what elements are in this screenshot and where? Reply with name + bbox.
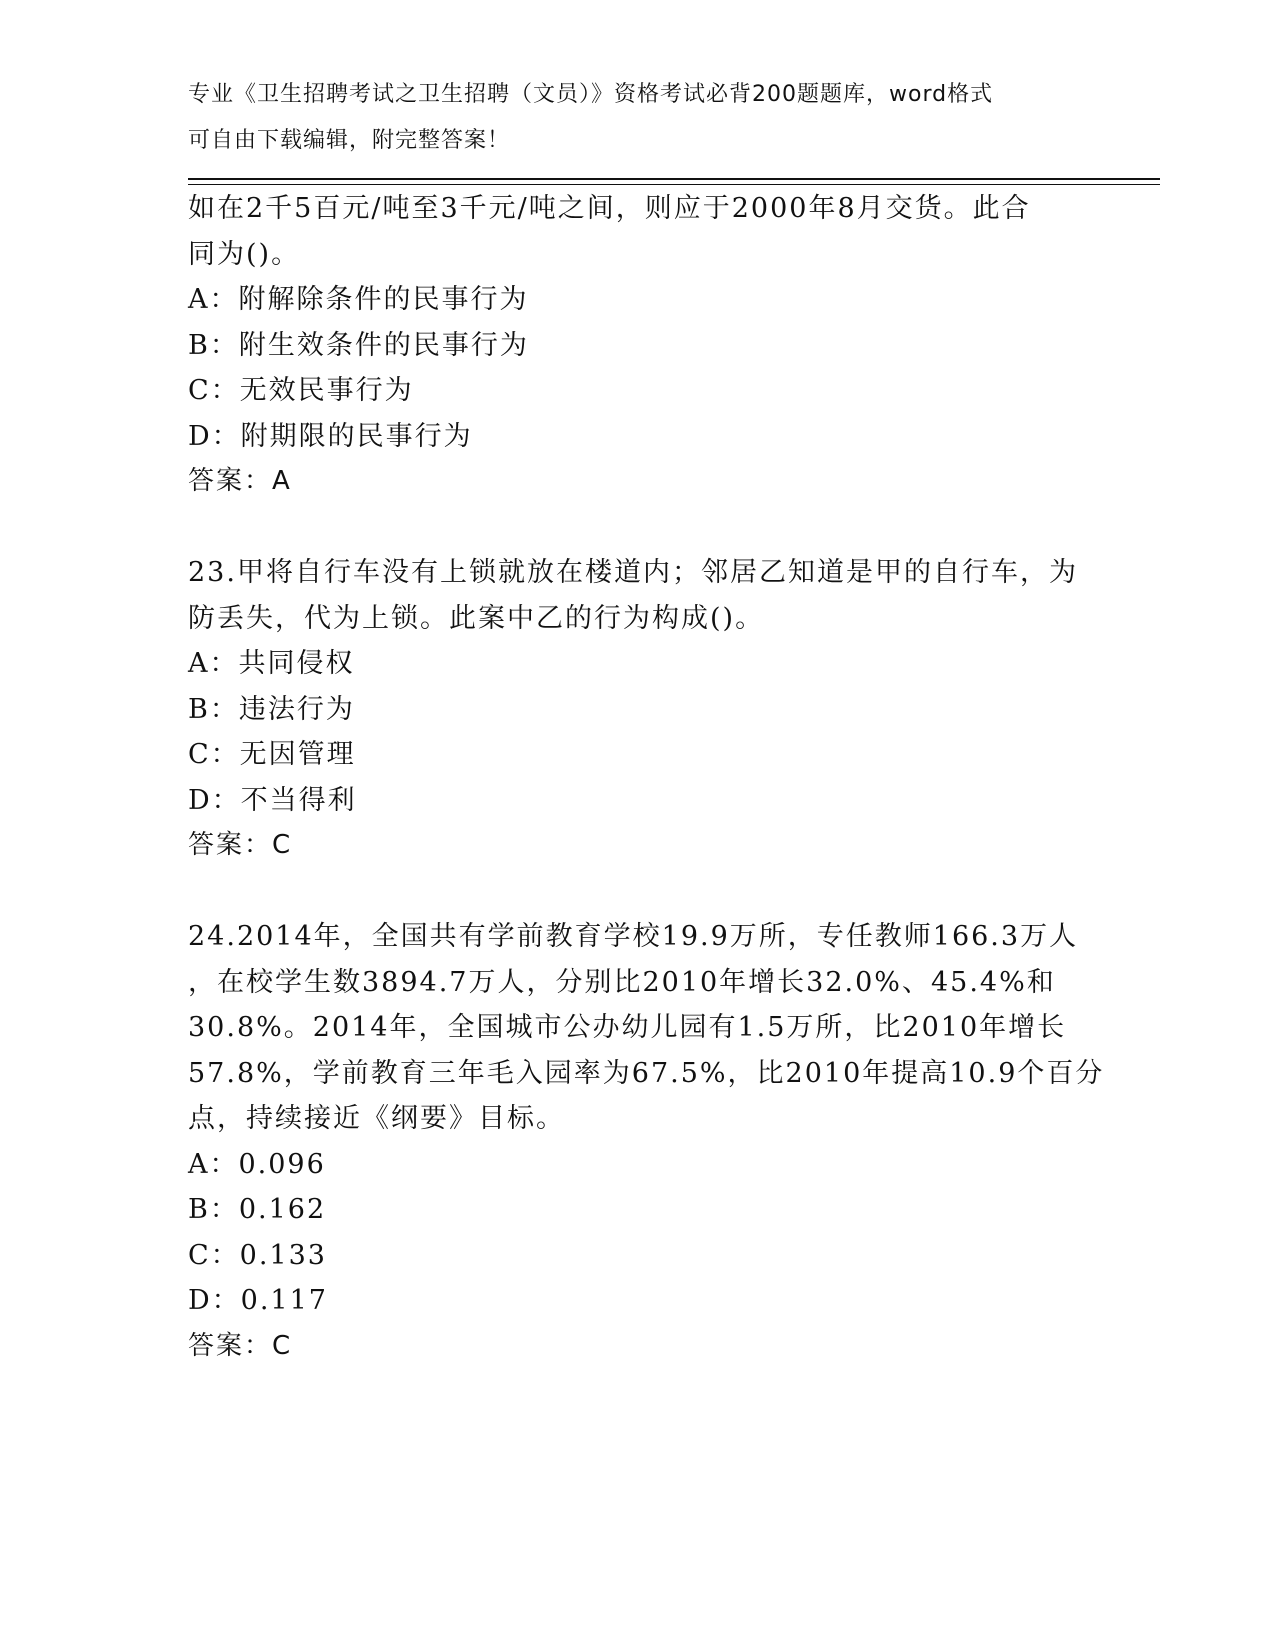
answer-text: 答案：A — [188, 466, 292, 496]
question-stem-line: 57.8%，学前教育三年毛入园率为67.5%，比2010年提高10.9个百分 — [188, 1057, 1105, 1089]
question-stem-line: 同为()。 — [188, 238, 301, 270]
spacer — [188, 869, 1088, 915]
header-divider-thick — [188, 178, 1160, 180]
spacer — [188, 505, 1088, 551]
header-line-1: 专业《卫生招聘考试之卫生招聘（文员）》资格考试必背200题题库，word格式 — [188, 82, 994, 107]
question-stem-line: ，在校学生数3894.7万人，分别比2010年增长32.0%、45.4%和 — [188, 966, 1056, 998]
question-stem-line: 30.8%。2014年，全国城市公办幼儿园有1.5万所，比2010年增长 — [188, 1012, 1067, 1043]
question-stem-line: 24.2014年，全国共有学前教育学校19.9万所，专任教师166.3万人 — [188, 921, 1079, 952]
option-d: D：附期限的民事行为 — [188, 420, 473, 452]
option-d: D：0.117 — [188, 1285, 328, 1316]
option-b: B：0.162 — [188, 1194, 327, 1225]
question-stem-line: 点，持续接近《纲要》目标。 — [188, 1103, 565, 1134]
answer-text: 答案：C — [188, 1330, 293, 1361]
question-list — [188, 186, 1105, 1369]
header-line-2: 可自由下载编辑，附完整答案！ — [188, 127, 511, 153]
option-b: B：附生效条件的民事行为 — [188, 329, 529, 361]
question-block — [188, 914, 1105, 1369]
header-divider-thin — [188, 184, 1160, 185]
option-a: A：共同侵权 — [188, 648, 355, 679]
question-stem-line: 如在2千5百元/吨至3千元/吨之间，则应于2000年8月交货。此合 — [188, 193, 1031, 224]
question-stem-line: 23.甲将自行车没有上锁就放在楼道内；邻居乙知道是甲的自行车，为 — [188, 557, 1078, 588]
option-a: A：0.096 — [188, 1148, 326, 1180]
option-c: C：0.133 — [188, 1239, 327, 1271]
question-stem-line: 防丢失，代为上锁。此案中乙的行为构成()。 — [188, 602, 765, 634]
answer-text: 答案：C — [188, 830, 293, 860]
question-block — [188, 550, 1088, 869]
option-c: C：无因管理 — [188, 739, 356, 770]
option-a: A：附解除条件的民事行为 — [188, 284, 529, 315]
option-c: C：无效民事行为 — [188, 375, 414, 406]
question-block — [188, 186, 1088, 505]
option-d: D：不当得利 — [188, 784, 357, 816]
option-b: B：违法行为 — [188, 693, 355, 725]
document-header — [188, 72, 1088, 163]
